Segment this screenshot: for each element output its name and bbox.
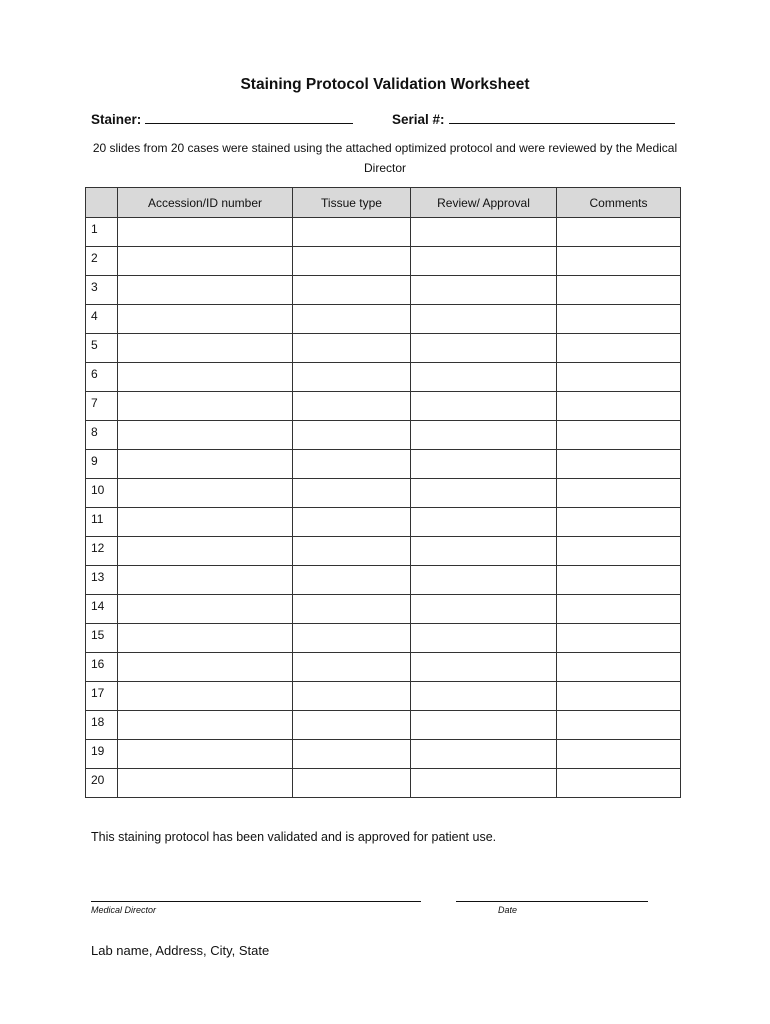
accession-cell[interactable]	[118, 392, 293, 421]
table-row	[86, 740, 681, 769]
comments-cell[interactable]	[557, 276, 681, 305]
accession-cell[interactable]	[118, 450, 293, 479]
comments-cell[interactable]	[557, 392, 681, 421]
tissue-type-cell[interactable]	[293, 740, 411, 769]
row-number: 14	[86, 595, 118, 624]
row-number: 1	[86, 218, 118, 247]
row-number: 16	[86, 653, 118, 682]
review-approval-cell[interactable]	[411, 218, 557, 247]
row-number: 6	[86, 363, 118, 392]
tissue-type-cell[interactable]	[293, 508, 411, 537]
tissue-type-cell[interactable]	[293, 450, 411, 479]
comments-cell[interactable]	[557, 363, 681, 392]
tissue-type-cell[interactable]	[293, 769, 411, 798]
review-approval-cell[interactable]	[411, 450, 557, 479]
review-approval-cell[interactable]	[411, 363, 557, 392]
review-approval-cell[interactable]	[411, 392, 557, 421]
comments-cell[interactable]	[557, 653, 681, 682]
table-row	[86, 479, 681, 508]
comments-cell[interactable]	[557, 421, 681, 450]
table-row	[86, 711, 681, 740]
tissue-type-cell[interactable]	[293, 276, 411, 305]
table-row	[86, 392, 681, 421]
row-number: 13	[86, 566, 118, 595]
date-signature-line[interactable]	[456, 901, 648, 902]
tissue-type-cell[interactable]	[293, 566, 411, 595]
tissue-type-cell[interactable]	[293, 218, 411, 247]
review-approval-cell[interactable]	[411, 682, 557, 711]
tissue-type-cell[interactable]	[293, 653, 411, 682]
tissue-type-cell[interactable]	[293, 682, 411, 711]
review-approval-cell[interactable]	[411, 653, 557, 682]
serial-label: Serial #:	[392, 112, 445, 127]
tissue-type-cell[interactable]	[293, 595, 411, 624]
comments-cell[interactable]	[557, 769, 681, 798]
row-number: 20	[86, 769, 118, 798]
header-comments: Comments	[557, 188, 681, 218]
review-approval-cell[interactable]	[411, 247, 557, 276]
review-approval-cell[interactable]	[411, 305, 557, 334]
comments-cell[interactable]	[557, 711, 681, 740]
serial-input-line[interactable]	[449, 111, 675, 124]
table-row	[86, 305, 681, 334]
row-number: 11	[86, 508, 118, 537]
accession-cell[interactable]	[118, 276, 293, 305]
accession-cell[interactable]	[118, 740, 293, 769]
accession-cell[interactable]	[118, 508, 293, 537]
table-row	[86, 363, 681, 392]
comments-cell[interactable]	[557, 450, 681, 479]
accession-cell[interactable]	[118, 653, 293, 682]
accession-cell[interactable]	[118, 537, 293, 566]
comments-cell[interactable]	[557, 334, 681, 363]
tissue-type-cell[interactable]	[293, 392, 411, 421]
header-tissue-type: Tissue type	[293, 188, 411, 218]
review-approval-cell[interactable]	[411, 334, 557, 363]
table-row	[86, 537, 681, 566]
review-approval-cell[interactable]	[411, 508, 557, 537]
row-number: 15	[86, 624, 118, 653]
review-approval-cell[interactable]	[411, 711, 557, 740]
row-number: 17	[86, 682, 118, 711]
director-label: Medical Director	[91, 905, 157, 915]
review-approval-cell[interactable]	[411, 421, 557, 450]
accession-cell[interactable]	[118, 305, 293, 334]
table-row	[86, 624, 681, 653]
row-number: 18	[86, 711, 118, 740]
table-row	[86, 682, 681, 711]
lab-info: Lab name, Address, City, State	[91, 943, 270, 958]
accession-cell[interactable]	[118, 682, 293, 711]
tissue-type-cell[interactable]	[293, 421, 411, 450]
review-approval-cell[interactable]	[411, 740, 557, 769]
table-row	[86, 595, 681, 624]
table-row	[86, 508, 681, 537]
director-signature-line[interactable]	[91, 901, 421, 902]
header-number	[86, 188, 118, 218]
row-number: 8	[86, 421, 118, 450]
stainer-input-line[interactable]	[145, 111, 353, 124]
accession-cell[interactable]	[118, 421, 293, 450]
comments-cell[interactable]	[557, 740, 681, 769]
table-row	[86, 218, 681, 247]
comments-cell[interactable]	[557, 247, 681, 276]
comments-cell[interactable]	[557, 508, 681, 537]
review-approval-cell[interactable]	[411, 479, 557, 508]
comments-cell[interactable]	[557, 595, 681, 624]
page-title: Staining Protocol Validation Worksheet	[240, 76, 530, 93]
comments-cell[interactable]	[557, 566, 681, 595]
review-approval-cell[interactable]	[411, 769, 557, 798]
stainer-label: Stainer:	[91, 112, 142, 127]
comments-cell[interactable]	[557, 479, 681, 508]
tissue-type-cell[interactable]	[293, 305, 411, 334]
row-number: 12	[86, 537, 118, 566]
intro-text: 20 slides from 20 cases were stained using the attached optimized protocol and were reviewed by the Medical Director	[92, 141, 678, 175]
review-approval-cell[interactable]	[411, 595, 557, 624]
table-row	[86, 276, 681, 305]
table-row	[86, 769, 681, 798]
row-number: 4	[86, 305, 118, 334]
accession-cell[interactable]	[118, 218, 293, 247]
row-number: 10	[86, 479, 118, 508]
accession-cell[interactable]	[118, 566, 293, 595]
row-number: 7	[86, 392, 118, 421]
accession-cell[interactable]	[118, 711, 293, 740]
table-row	[86, 247, 681, 276]
review-approval-cell[interactable]	[411, 276, 557, 305]
validation-statement: This staining protocol has been validated and is approved for patient use.	[91, 830, 497, 844]
comments-cell[interactable]	[557, 218, 681, 247]
row-number: 9	[86, 450, 118, 479]
accession-cell[interactable]	[118, 624, 293, 653]
row-number: 3	[86, 276, 118, 305]
comments-cell[interactable]	[557, 305, 681, 334]
stainer-field	[91, 111, 353, 127]
header-accession: Accession/ID number	[118, 188, 293, 218]
row-number: 19	[86, 740, 118, 769]
row-number: 2	[86, 247, 118, 276]
tissue-type-cell[interactable]	[293, 334, 411, 363]
accession-cell[interactable]	[118, 479, 293, 508]
review-approval-cell[interactable]	[411, 537, 557, 566]
table-header-row	[86, 188, 681, 218]
tissue-type-cell[interactable]	[293, 363, 411, 392]
comments-cell[interactable]	[557, 682, 681, 711]
table-row	[86, 421, 681, 450]
accession-cell[interactable]	[118, 247, 293, 276]
table-row	[86, 450, 681, 479]
tissue-type-cell[interactable]	[293, 247, 411, 276]
validation-table	[85, 187, 681, 798]
tissue-type-cell[interactable]	[293, 479, 411, 508]
comments-cell[interactable]	[557, 537, 681, 566]
review-approval-cell[interactable]	[411, 624, 557, 653]
tissue-type-cell[interactable]	[293, 711, 411, 740]
table-body	[86, 218, 681, 798]
date-label: Date	[498, 905, 518, 915]
review-approval-cell[interactable]	[411, 566, 557, 595]
accession-cell[interactable]	[118, 595, 293, 624]
accession-cell[interactable]	[118, 334, 293, 363]
row-number: 5	[86, 334, 118, 363]
table-row	[86, 653, 681, 682]
tissue-type-cell[interactable]	[293, 624, 411, 653]
accession-cell[interactable]	[118, 363, 293, 392]
comments-cell[interactable]	[557, 624, 681, 653]
serial-field	[392, 111, 675, 127]
accession-cell[interactable]	[118, 769, 293, 798]
header-review-approval: Review/ Approval	[411, 188, 557, 218]
table-row	[86, 334, 681, 363]
tissue-type-cell[interactable]	[293, 537, 411, 566]
table-row	[86, 566, 681, 595]
